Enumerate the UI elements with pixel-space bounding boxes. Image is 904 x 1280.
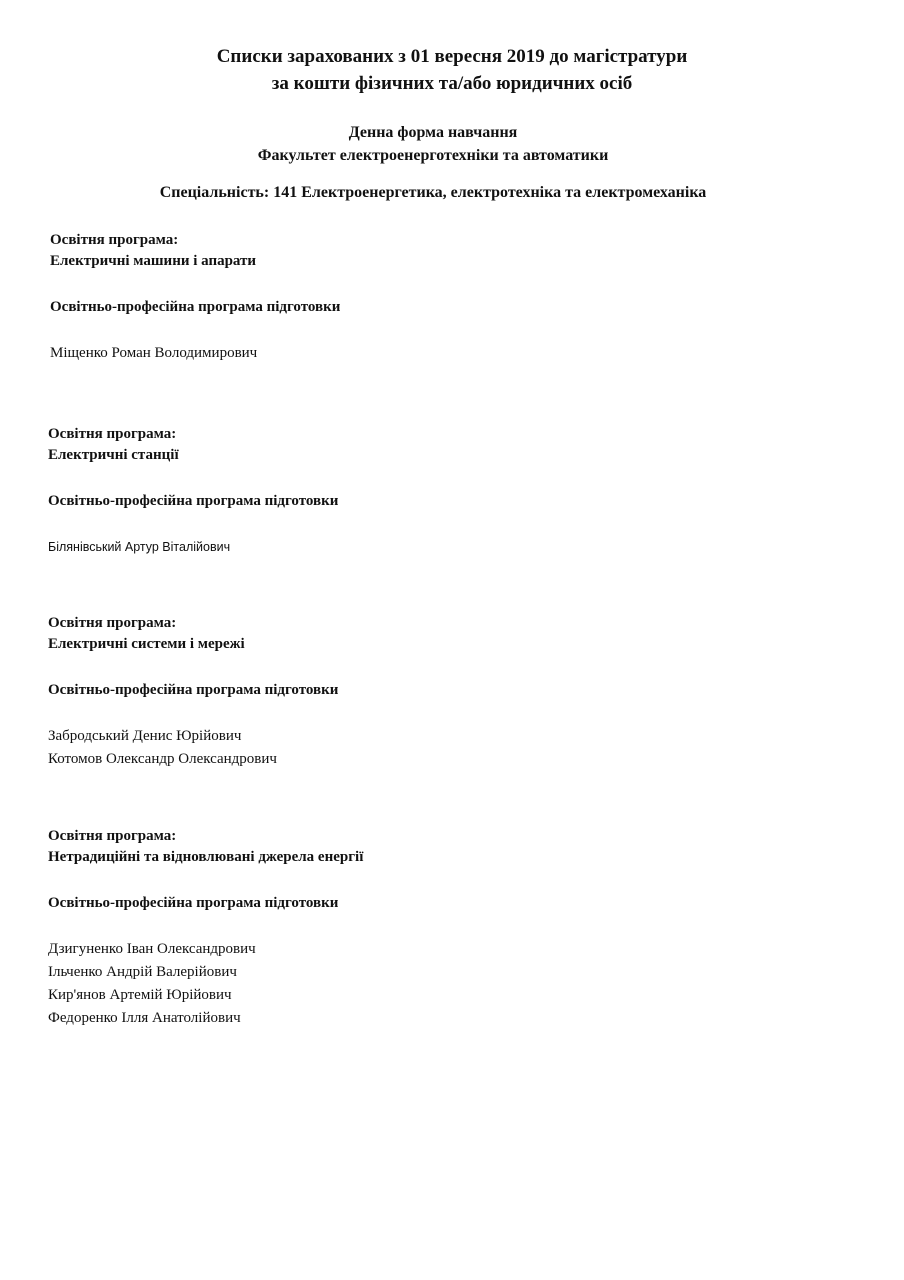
- student-name: Кир'янов Артемій Юрійович: [48, 987, 232, 1003]
- student-list: [50, 342, 830, 365]
- program-name: Електричні системи і мережі: [48, 636, 245, 652]
- program-section: [48, 826, 828, 1030]
- program-type: Освітньо-професійна програма підготовки: [48, 682, 339, 698]
- student-name: Забродський Денис Юрійович: [48, 728, 242, 744]
- student-name: Дзигуненко Іван Олександрович: [48, 941, 256, 957]
- program-label: Освітня програма:: [50, 232, 179, 248]
- document-title-line-2: за кошти фізичних та/або юридичних осіб: [271, 73, 633, 94]
- program-type: Освітньо-професійна програма підготовки: [48, 895, 339, 911]
- document-title-line-1: Списки зарахованих з 01 вересня 2019 до магістратури: [216, 46, 688, 67]
- student-list: [48, 536, 828, 559]
- study-form: Денна форма навчання: [348, 124, 518, 141]
- program-name: Електричні машини і апарати: [50, 253, 257, 269]
- program-type: Освітньо-професійна програма підготовки: [50, 299, 341, 315]
- program-label: Освітня програма:: [48, 615, 177, 631]
- program-type: Освітньо-професійна програма підготовки: [48, 493, 339, 509]
- student-name: Котомов Олександр Олександрович: [48, 751, 277, 767]
- student-name: Білянівський Артур Віталійович: [48, 540, 231, 554]
- student-list: [48, 725, 828, 771]
- specialty: Спеціальність: 141 Електроенергетика, електротехніка та електромеханіка: [159, 184, 707, 201]
- program-name: Нетрадиційні та відновлювані джерела енергії: [48, 849, 364, 865]
- faculty-name: Факультет електроенерготехніки та автоматики: [257, 147, 609, 164]
- student-name: Ільченко Андрій Валерійович: [48, 964, 237, 980]
- program-name: Електричні станції: [48, 447, 179, 463]
- program-section: [48, 613, 828, 771]
- program-label: Освітня програма:: [48, 828, 177, 844]
- program-section: [50, 230, 830, 365]
- program-label: Освітня програма:: [48, 426, 177, 442]
- student-name: Федоренко Ілля Анатолійович: [48, 1010, 241, 1026]
- student-name: Міщенко Роман Володимирович: [50, 345, 258, 361]
- student-list: [48, 938, 828, 1030]
- program-section: [48, 424, 828, 559]
